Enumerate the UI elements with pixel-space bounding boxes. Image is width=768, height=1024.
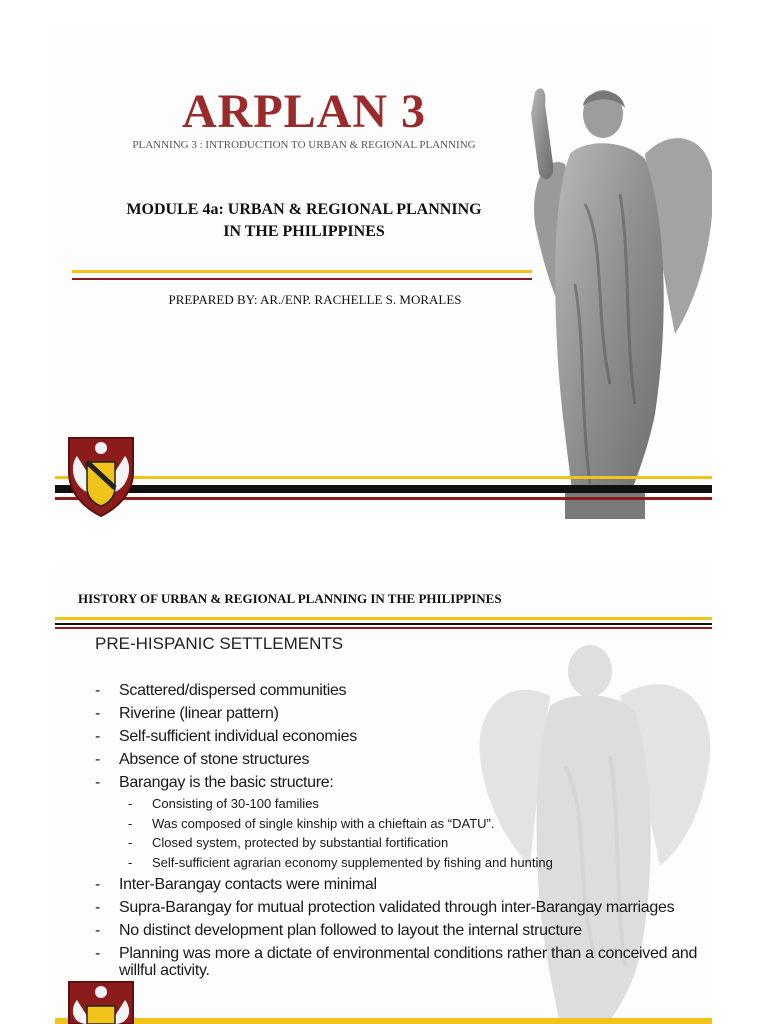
list-item: - Inter-Barangay contacts were minimal bbox=[95, 876, 705, 893]
content-slide bbox=[55, 566, 712, 1024]
title-slide bbox=[55, 26, 712, 519]
bottom-gold-stripe bbox=[55, 1018, 712, 1024]
section-title: PRE-HISPANIC SETTLEMENTS bbox=[95, 634, 344, 653]
list-item: - Supra-Barangay for mutual protection validated through inter-Barangay marriages bbox=[95, 899, 705, 916]
module-title bbox=[55, 199, 553, 243]
sub-list-item: - Was composed of single kinship with a chieftain as “DATU”. bbox=[128, 814, 688, 834]
list-item: - Self-sufficient individual economies bbox=[95, 728, 705, 745]
list-item: - Planning was more a dictate of environmental conditions rather than a conceived and willful activity. bbox=[95, 945, 705, 979]
sub-bullet-list bbox=[128, 794, 688, 872]
maroon-separator bbox=[72, 278, 532, 280]
course-title: ARPLAN 3 bbox=[182, 85, 426, 138]
list-item: - No distinct development plan followed to layout the internal structure bbox=[95, 922, 705, 939]
prepared-by: PREPARED BY: AR./ENP. RACHELLE S. MORALES bbox=[168, 292, 462, 307]
course-subtitle: PLANNING 3 : INTRODUCTION TO URBAN & REGIONAL PLANNING bbox=[132, 139, 476, 151]
bullet-list-bottom bbox=[95, 876, 705, 979]
list-item: - Riverine (linear pattern) bbox=[95, 705, 705, 722]
maroon-separator bbox=[55, 627, 712, 629]
bottom-black-stripe bbox=[55, 485, 712, 493]
list-item: - Absence of stone structures bbox=[95, 751, 705, 768]
sub-list-item: - Closed system, protected by substantial fortification bbox=[128, 833, 688, 853]
slide-heading: HISTORY OF URBAN & REGIONAL PLANNING IN THE PHILIPPINES bbox=[78, 591, 502, 606]
bottom-gold-stripe bbox=[55, 476, 712, 479]
list-item: - Barangay is the basic structure: bbox=[95, 774, 705, 791]
module-title-line2: IN THE PHILIPPINES bbox=[223, 223, 385, 240]
university-shield-logo bbox=[65, 976, 137, 1024]
gold-separator bbox=[72, 270, 532, 273]
university-shield-logo bbox=[65, 432, 137, 518]
black-separator bbox=[55, 623, 712, 625]
module-title-line1: MODULE 4a: URBAN & REGIONAL PLANNING bbox=[126, 201, 482, 218]
bullet-list-top bbox=[95, 682, 705, 791]
gold-separator bbox=[55, 617, 712, 620]
sub-list-item: - Consisting of 30-100 families bbox=[128, 794, 688, 814]
sub-list-item: - Self-sufficient agrarian economy supplemented by fishing and hunting bbox=[128, 853, 688, 873]
list-item: - Scattered/dispersed communities bbox=[95, 682, 705, 699]
bottom-maroon-stripe bbox=[55, 497, 712, 500]
